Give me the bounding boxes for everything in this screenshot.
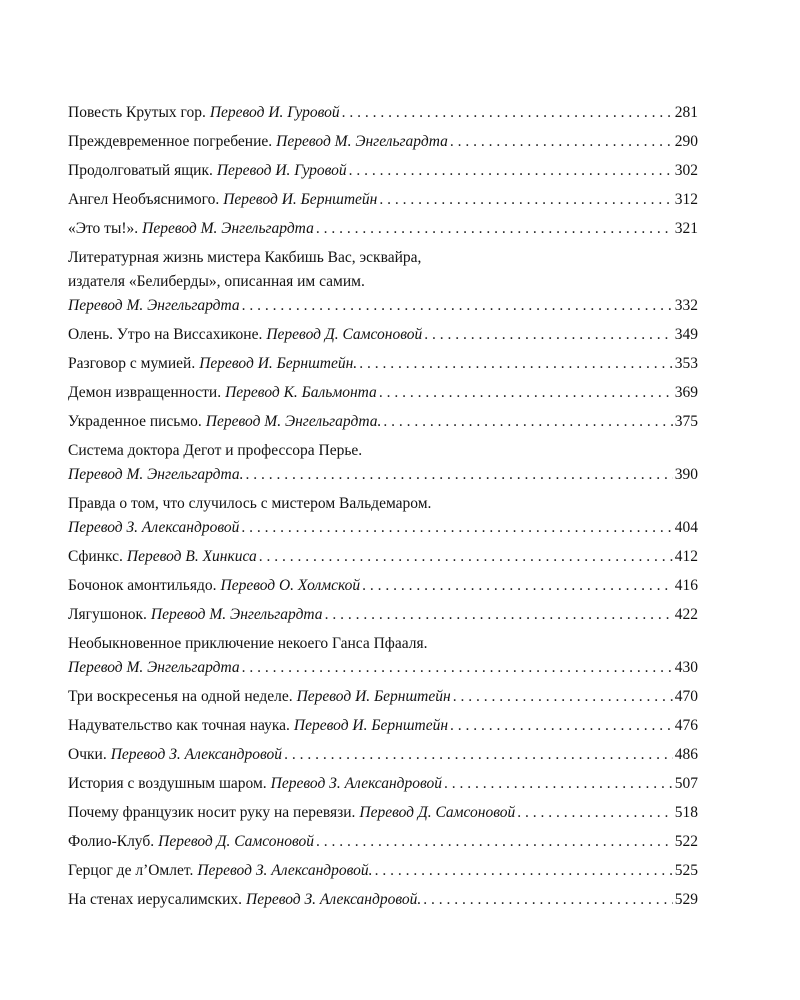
toc-entry-translator: Перевод Д. Самсоновой — [158, 833, 315, 850]
dot-leader — [316, 830, 673, 854]
toc-entry-title: Повесть Крутых гор. — [68, 104, 206, 121]
toc-entry-translator: Перевод В. Хинкиса — [126, 548, 257, 565]
toc-entry-page-number: 321 — [674, 220, 698, 237]
toc-entry-line — [68, 294, 698, 318]
toc-entry-page-number: 349 — [674, 326, 698, 343]
toc-entry-line — [68, 656, 698, 680]
toc-entry-translator: Перевод М. Энгельгардта — [68, 297, 240, 314]
dot-leader — [450, 714, 673, 738]
toc-entry — [68, 801, 698, 825]
toc-entry-line — [68, 410, 698, 434]
dot-leader — [325, 603, 673, 627]
toc-entry-line — [68, 772, 698, 796]
toc-entry-page-number: 302 — [674, 162, 698, 179]
dot-leader — [379, 188, 672, 212]
toc-entry-title-line: издателя «Белиберды», описанная им самим. — [68, 273, 365, 290]
toc-entry-title: Три воскресенья на одной неделе. — [68, 688, 293, 705]
toc-entry-line — [68, 801, 698, 825]
dot-leader — [375, 859, 673, 883]
toc-entry-title: Бочонок амонтильядо. — [68, 577, 217, 594]
toc-entry-translator: Перевод И. Бернштейн. — [199, 355, 358, 372]
toc-entry-translator: Перевод К. Бальмонта — [225, 384, 377, 401]
dot-leader — [424, 323, 673, 347]
toc-entry-translator: Перевод И. Гуровой — [216, 162, 347, 179]
toc-entry — [68, 352, 698, 376]
toc-entry-title-line: Литературная жизнь мистера Какбишь Вас, эсквайра, — [68, 249, 422, 266]
toc-entry-line — [68, 159, 698, 183]
dot-leader — [450, 130, 673, 154]
toc-entry-translator: Перевод И. Бернштейн — [223, 191, 378, 208]
toc-entry-translator: Перевод З. Александровой — [68, 519, 240, 536]
toc-entry-page-number: 332 — [674, 297, 698, 314]
toc-entry-translator: Перевод М. Энгельгардта — [276, 133, 448, 150]
toc-entry-title: Украденное письмо. — [68, 413, 202, 430]
toc-entry-translator: Перевод О. Холмской — [220, 577, 361, 594]
toc-entry-line — [68, 830, 698, 854]
dot-leader — [284, 743, 673, 767]
toc-entry-line — [68, 685, 698, 709]
toc-entry-page-number: 507 — [674, 775, 698, 792]
toc-entry-title: Почему французик носит руку на перевязи. — [68, 804, 356, 821]
toc-entry-title: Надувательство как точная наука. — [68, 717, 290, 734]
toc-entry-line — [68, 352, 698, 376]
toc-entry — [68, 492, 698, 540]
toc-entry-page-number: 522 — [674, 833, 698, 850]
dot-leader — [242, 294, 673, 318]
toc-entry — [68, 632, 698, 680]
dot-leader — [349, 159, 673, 183]
toc-entry-page-number: 353 — [674, 355, 698, 372]
toc-entry-page-number: 430 — [674, 659, 698, 676]
toc-entry-translator: Перевод М. Энгельгардта — [68, 659, 240, 676]
toc-entry-line — [68, 463, 698, 487]
dot-leader — [342, 101, 673, 125]
toc-entry — [68, 545, 698, 569]
toc-entry-translator: Перевод М. Энгельгардта. — [205, 413, 382, 430]
dot-leader — [259, 545, 673, 569]
toc-entry-title: Герцог де л’Омлет. — [68, 862, 194, 879]
toc-entry-title: Демон извращенности. — [68, 384, 222, 401]
toc-entry-title: «Это ты!». — [68, 220, 139, 237]
toc-entry-line — [68, 574, 698, 598]
toc-entry-translator: Перевод М. Энгельгардта — [150, 606, 323, 623]
toc-entry-title-line: Система доктора Дегот и профессора Перье. — [68, 442, 363, 459]
toc-entry-page-number: 412 — [674, 548, 698, 565]
toc-entry-page-number: 422 — [674, 606, 698, 623]
toc-entry — [68, 130, 698, 154]
toc-entry-line — [68, 545, 698, 569]
toc-entry-line — [68, 888, 698, 912]
table-of-contents — [68, 101, 698, 917]
toc-entry-title: Фолио-Клуб. — [68, 833, 155, 850]
toc-entry-title: Разговор с мумией. — [68, 355, 196, 372]
toc-entry-translator: Перевод З. Александровой — [270, 775, 443, 792]
toc-entry-title: Олень. Утро на Виссахиконе. — [68, 326, 263, 343]
dot-leader — [316, 217, 673, 241]
toc-entry — [68, 714, 698, 738]
toc-entry-page-number: 404 — [674, 519, 698, 536]
toc-entry-line — [68, 743, 698, 767]
toc-entry-title: Ангел Необъяснимого. — [68, 191, 220, 208]
toc-entry — [68, 101, 698, 125]
toc-entry-translator: Перевод И. Бернштейн — [293, 717, 449, 734]
toc-entry-title: История с воздушным шаром. — [68, 775, 267, 792]
dot-leader — [246, 463, 673, 487]
toc-entry — [68, 217, 698, 241]
toc-entry-line — [68, 188, 698, 212]
toc-entry-page-number: 470 — [674, 688, 698, 705]
toc-entry — [68, 603, 698, 627]
dot-leader — [379, 381, 673, 405]
toc-entry-translator: Перевод М. Энгельгардта. — [68, 466, 244, 483]
toc-entry-translator: Перевод Д. Самсоновой — [359, 804, 516, 821]
toc-entry-translator: Перевод М. Энгельгардта — [142, 220, 314, 237]
toc-entry — [68, 859, 698, 883]
toc-entry-page-number: 518 — [674, 804, 698, 821]
toc-entry-page-number: 375 — [674, 413, 698, 430]
toc-entry-line — [68, 217, 698, 241]
toc-entry-title-line: Правда о том, что случилось с мистером Вальдемаром. — [68, 495, 432, 512]
toc-entry-title: Преждевременное погребение. — [68, 133, 273, 150]
toc-entry-line — [68, 714, 698, 738]
toc-entry-page-number: 529 — [674, 891, 698, 908]
toc-entry-translator: Перевод И. Бернштейн — [296, 688, 451, 705]
toc-entry — [68, 410, 698, 434]
toc-entry — [68, 188, 698, 212]
toc-entry — [68, 574, 698, 598]
dot-leader — [383, 410, 672, 434]
toc-entry-page-number: 369 — [674, 384, 698, 401]
toc-entry-page-number: 525 — [674, 862, 698, 879]
toc-entry-title: Продолговатый ящик. — [68, 162, 213, 179]
dot-leader — [242, 656, 673, 680]
toc-entry — [68, 323, 698, 347]
toc-entry-translator: Перевод З. Александровой. — [246, 891, 422, 908]
dot-leader — [444, 772, 673, 796]
toc-entry-page-number: 416 — [674, 577, 698, 594]
toc-entry — [68, 159, 698, 183]
toc-entry-title: Сфинкс. — [68, 548, 123, 565]
toc-entry-line — [68, 859, 698, 883]
dot-leader — [359, 352, 673, 376]
toc-entry-page-number: 476 — [674, 717, 698, 734]
toc-entry-translator: Перевод И. Гуровой — [209, 104, 340, 121]
toc-entry-line — [68, 130, 698, 154]
toc-entry-title-line: Необыкновенное приключение некоего Ганса Пфааля. — [68, 635, 428, 652]
toc-entry-page-number: 390 — [674, 466, 698, 483]
toc-entry — [68, 246, 698, 318]
toc-entry-translator: Перевод Д. Самсоновой — [266, 326, 423, 343]
toc-entry — [68, 888, 698, 912]
dot-leader — [241, 516, 672, 540]
toc-entry-line — [68, 323, 698, 347]
toc-entry-line — [68, 381, 698, 405]
dot-leader — [362, 574, 673, 598]
toc-entry-title: Лягушонок. — [68, 606, 147, 623]
toc-entry-page-number: 290 — [674, 133, 698, 150]
toc-entry-title: На стенах иерусалимских. — [68, 891, 243, 908]
toc-entry — [68, 381, 698, 405]
toc-entry-title: Очки. — [68, 746, 107, 763]
toc-entry — [68, 439, 698, 487]
dot-leader — [423, 888, 673, 912]
toc-entry-line — [68, 603, 698, 627]
toc-entry-page-number: 486 — [674, 746, 698, 763]
toc-entry — [68, 743, 698, 767]
toc-entry-line — [68, 101, 698, 125]
toc-entry-page-number: 312 — [674, 191, 698, 208]
toc-entry-translator: Перевод З. Александровой — [110, 746, 283, 763]
dot-leader — [517, 801, 672, 825]
dot-leader — [453, 685, 673, 709]
toc-entry — [68, 685, 698, 709]
toc-entry-translator: Перевод З. Александровой. — [197, 862, 373, 879]
toc-entry-page-number: 281 — [674, 104, 698, 121]
toc-entry-line — [68, 516, 698, 540]
toc-entry — [68, 772, 698, 796]
toc-entry — [68, 830, 698, 854]
